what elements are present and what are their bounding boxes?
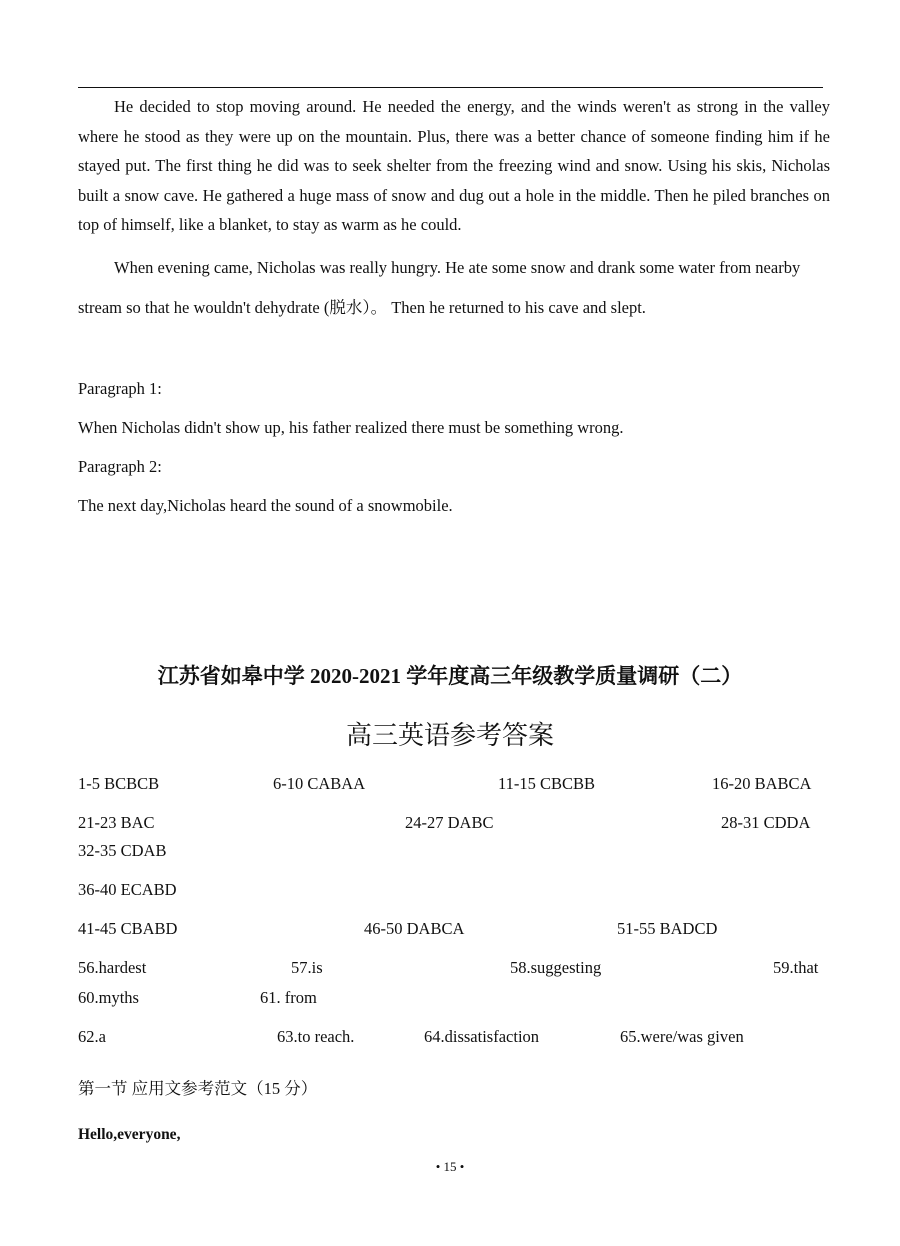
- top-rule: [78, 87, 823, 88]
- answer-item: 1-5 BCBCB: [78, 774, 160, 793]
- answer-item: 41-45 CBABD: [78, 919, 178, 938]
- paragraph-1-label: Paragraph 1:: [78, 379, 162, 398]
- answer-item: 6-10 CABAA: [273, 774, 366, 793]
- sample-greeting: Hello,everyone,: [78, 1126, 181, 1143]
- answer-item: 21-23 BAC: [78, 813, 155, 832]
- writing-section-heading: 第一节 应用文参考范文（15 分）: [78, 1079, 318, 1098]
- answer-item: 28-31 CDDA: [721, 813, 811, 832]
- page-number: • 15 •: [435, 1159, 465, 1174]
- answer-item: 62.a: [78, 1027, 106, 1046]
- answer-item: 51-55 BADCD: [617, 919, 718, 938]
- answer-item: 16-20 BABCA: [712, 774, 812, 793]
- answer-item: 24-27 DABC: [405, 813, 494, 832]
- answer-item: 59.that: [773, 958, 819, 977]
- passage-paragraph-a: He decided to stop moving around. He needed the energy, and the winds weren't as strong in the valley where he stood as they were up on the mountain. Plus, there was a better chance of someone finding him if he stayed put. The first thing he did was to seek shelter from the freezing wind and snow. Using his skis, Nicholas built a snow cave. He gathered a huge mass of snow and dug out a hole in the middle. Then he piled branches on top of himself, like a blanket, to stay as warm as he could.: [78, 97, 830, 234]
- answer-key-title: 高三英语参考答案: [345, 721, 554, 751]
- answer-item: 46-50 DABCA: [364, 919, 465, 938]
- answer-item: 64.dissatisfaction: [424, 1027, 540, 1046]
- paragraph-2-label: Paragraph 2:: [78, 457, 162, 476]
- answer-item: 57.is: [291, 958, 323, 977]
- paragraph-1-opening: When Nicholas didn't show up, his father realized there must be something wrong.: [78, 418, 624, 437]
- school-title: 江苏省如皋中学 2020-2021 学年度高三年级教学质量调研（二）: [157, 664, 743, 688]
- answer-item: 32-35 CDAB: [78, 841, 167, 860]
- answer-item: 65.were/was given: [620, 1027, 744, 1046]
- answer-item: 58.suggesting: [510, 958, 602, 977]
- answer-item: 61. from: [260, 988, 317, 1007]
- answer-item: 36-40 ECABD: [78, 880, 177, 899]
- passage-paragraph-b: When evening came, Nicholas was really hungry. He ate some snow and drank some water from nearby stream so that he wouldn't dehydrate (脱水）。 Then he returned to his cave and slept.: [78, 258, 801, 317]
- answer-item: 60.myths: [78, 988, 139, 1007]
- answer-item: 63.to reach.: [277, 1027, 355, 1046]
- answer-item: 11-15 CBCBB: [498, 774, 596, 793]
- answer-item: 56.hardest: [78, 958, 147, 977]
- paragraph-2-opening: The next day,Nicholas heard the sound of a snowmobile.: [78, 496, 453, 515]
